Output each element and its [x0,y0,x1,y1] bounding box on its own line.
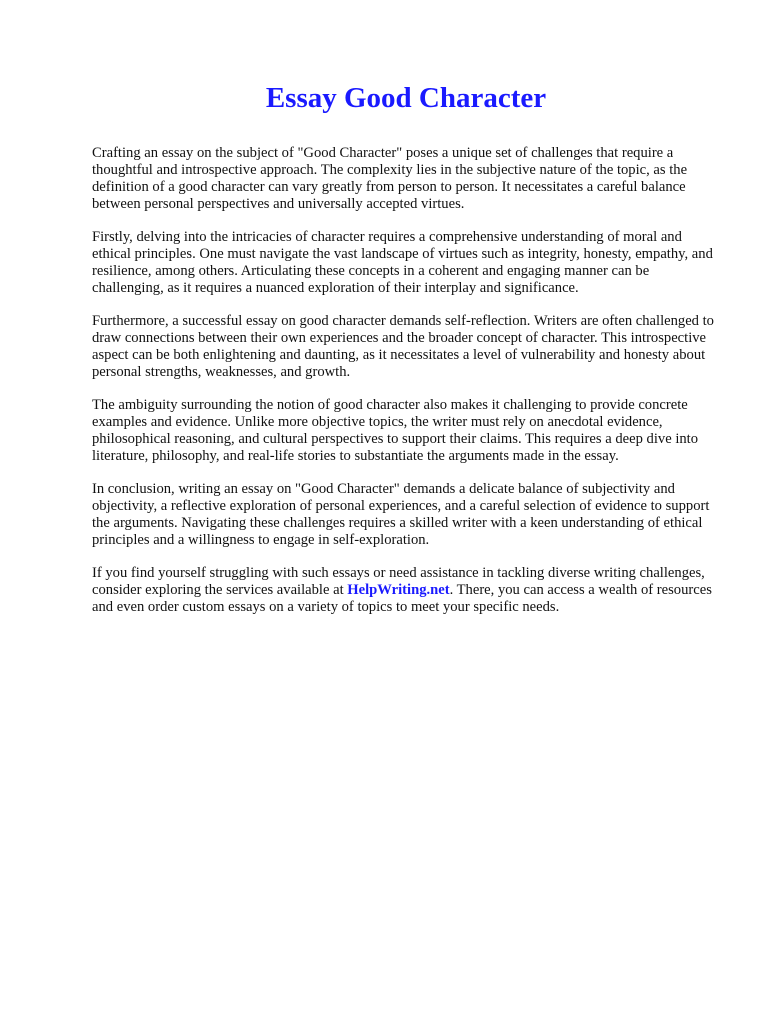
paragraph-3: Furthermore, a successful essay on good character demands self-reflection. Writers are often challenged to draw connections between their own experiences and the broader concept of character. This introspective aspect can be both enlightening and daunting, as it necessitates a level of vulnerability and honesty about personal strengths, weaknesses, and growth. [92,313,714,380]
paragraph-5: In conclusion, writing an essay on "Good Character" demands a delicate balance of subjectivity and objectivity, a reflective exploration of personal experiences, and a careful selection of evidence to support the arguments. Navigating these challenges requires a skilled writer with a keen understanding of ethical principles and a willingness to engage in self-exploration. [92,481,710,548]
closing-text-after-link: . There, you can access a wealth of resources and even order custom essays on a variety of topics to meet your specific needs. [92,582,712,615]
paragraph-4: The ambiguity surrounding the notion of good character also makes it challenging to provide concrete examples and evidence. Unlike more objective topics, the writer must rely on anecdotal evidence, philosophical reasoning, and cultural perspectives to support their claims. This requires a deep dive into literature, philosophy, and real-life stories to substantiate the arguments made in the essay. [92,397,699,464]
essay-body [92,145,722,632]
helpwriting-link[interactable]: HelpWriting.net [347,582,450,598]
closing-text-before-link: If you find yourself struggling with such essays or need assistance in tackling diverse writing challenges, consider exploring the services available at [92,565,705,598]
closing-paragraph [92,565,722,616]
page-title: Essay Good Character [265,82,547,114]
paragraph-1: Crafting an essay on the subject of "Good Character" poses a unique set of challenges that require a thoughtful and introspective approach. The complexity lies in the subjective nature of the topic, as the definition of a good character can vary greatly from person to person. It necessitates a careful balance between personal perspectives and universally accepted virtues. [92,145,688,212]
paragraph-2: Firstly, delving into the intricacies of character requires a comprehensive understanding of moral and ethical principles. One must navigate the vast landscape of virtues such as integrity, honesty, empathy, and resilience, among others. Articulating these concepts in a coherent and engaging manner can be challenging, as it requires a nuanced exploration of their interplay and significance. [92,229,713,296]
